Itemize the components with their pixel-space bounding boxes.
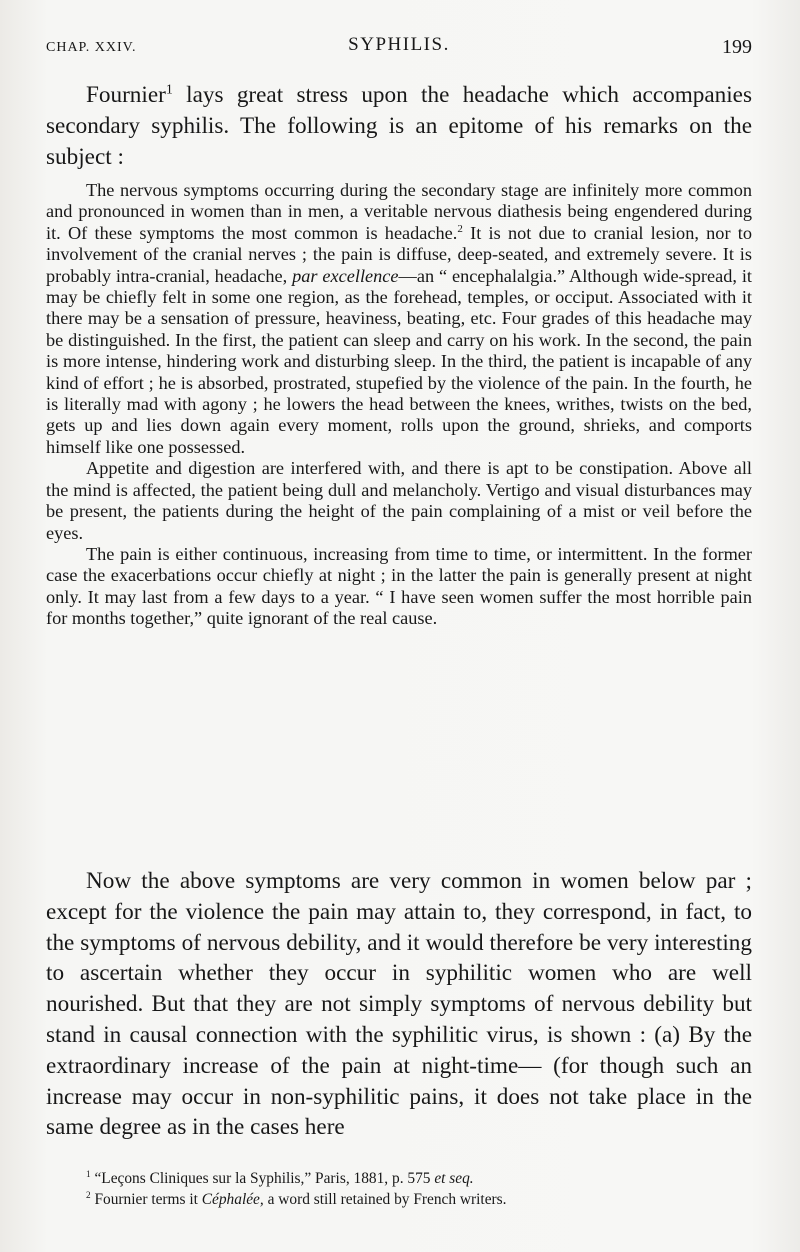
quote-text: —an “ encephalalgia.” Although wide-spread, it may be chiefly felt in some one region, as the forehead, temples, or occiput. Associated with it there may be a sensation of pressure, heaviness, beating, etc. Four grades of this headache may be distinguished. In the first, the patient can sleep and carry on his work. In the second, the pain is more intense, hindering work and disturbing sleep. In the third, the patient is incapable of any kind of effort ; he is absorbed, prostrated, stupefied by the violence of the pain. In the fourth, he is literally mad with agony ; he lowers the head between the knees, writhes, twists on the bed, gets up and lies down again every moment, rolls upon the ground, shrieks, and comports himself like one possessed. (46, 265, 752, 457)
italic-phrase: par excellence (292, 265, 399, 286)
footnote-ref-2: 2 (457, 222, 463, 235)
author-name: Fournier (86, 82, 166, 108)
running-header (46, 34, 752, 60)
quote-paragraph-3: The pain is either continuous, increasing from time to time, or intermittent. In the former case the exacerbations occur chiefly at night ; in the latter the pain is generally present at night only. It may last from a few days to a year. “ I have seen women suffer the most horrible pain for months together,” quite ignorant of the real cause. (46, 543, 752, 629)
quote-text: It is not due to cranial lesion, nor to involvement of the cranial nerves ; the pain is diffuse, deep-seated, and extremely severe. It is probably intra-cranial, headache, (46, 222, 752, 286)
footnote-number: 2 (86, 1189, 91, 1200)
footnote-italic: et seq. (434, 1170, 474, 1187)
footnote-text: a word still retained by French writers. (263, 1191, 507, 1208)
quote-paragraph-2: Appetite and digestion are interfered with, and there is apt to be constipation. Above all the mind is affected, the patient being dull and melancholy. Vertigo and visual disturbances may be present, the patients during the height of the pain complaining of a mist or veil before the eyes. (46, 458, 752, 543)
footnotes (46, 1168, 752, 1210)
page-number: 199 (722, 36, 752, 58)
main-paragraph: Now the above symptoms are very common in women below par ; except for the violence the pain may attain to, they correspond, in fact, to the symptoms of nervous debility, and it would therefore be very interesting to ascertain whether they occur in syphilitic women who are well nourished. But that they are not simply symptoms of nervous debility but stand in causal connection with the syphilitic virus, is shown : (a) By the extraordinary increase of the pain at night-time— (for though such an increase may occur in non-syphilitic pains, it does not take place in the same degree as in the cases here (46, 868, 752, 1141)
quote-text: The nervous symptoms occurring during the secondary stage are infinitely more common and pronounced in women than in men, a veritable nervous diathesis being engendered during it. Of these symptoms the most common is headache. (46, 180, 752, 243)
running-title: SYPHILIS. (348, 34, 450, 55)
footnote-text: Fournier terms it (90, 1191, 202, 1208)
footnote-2 (46, 1189, 752, 1210)
intro-text: lays great stress upon the headache which accompanies secondary syphilis. The following is an epitome of his remarks on the subject : (46, 82, 752, 170)
footnote-text: “Leçons Cliniques sur la Syphilis,” Paris, 1881, p. 575 (90, 1170, 435, 1187)
footnote-number: 1 (86, 1168, 91, 1179)
intro-paragraph (46, 80, 752, 172)
intro-block (46, 80, 752, 172)
quoted-epitome (46, 180, 752, 630)
footnote-1 (46, 1168, 752, 1189)
footnote-italic: Céphalée, (201, 1191, 264, 1208)
main-block (46, 866, 752, 1143)
chapter-label: CHAP. XXIV. (46, 40, 137, 55)
footnote-ref-1: 1 (165, 82, 173, 98)
quote-paragraph-1 (46, 180, 752, 458)
